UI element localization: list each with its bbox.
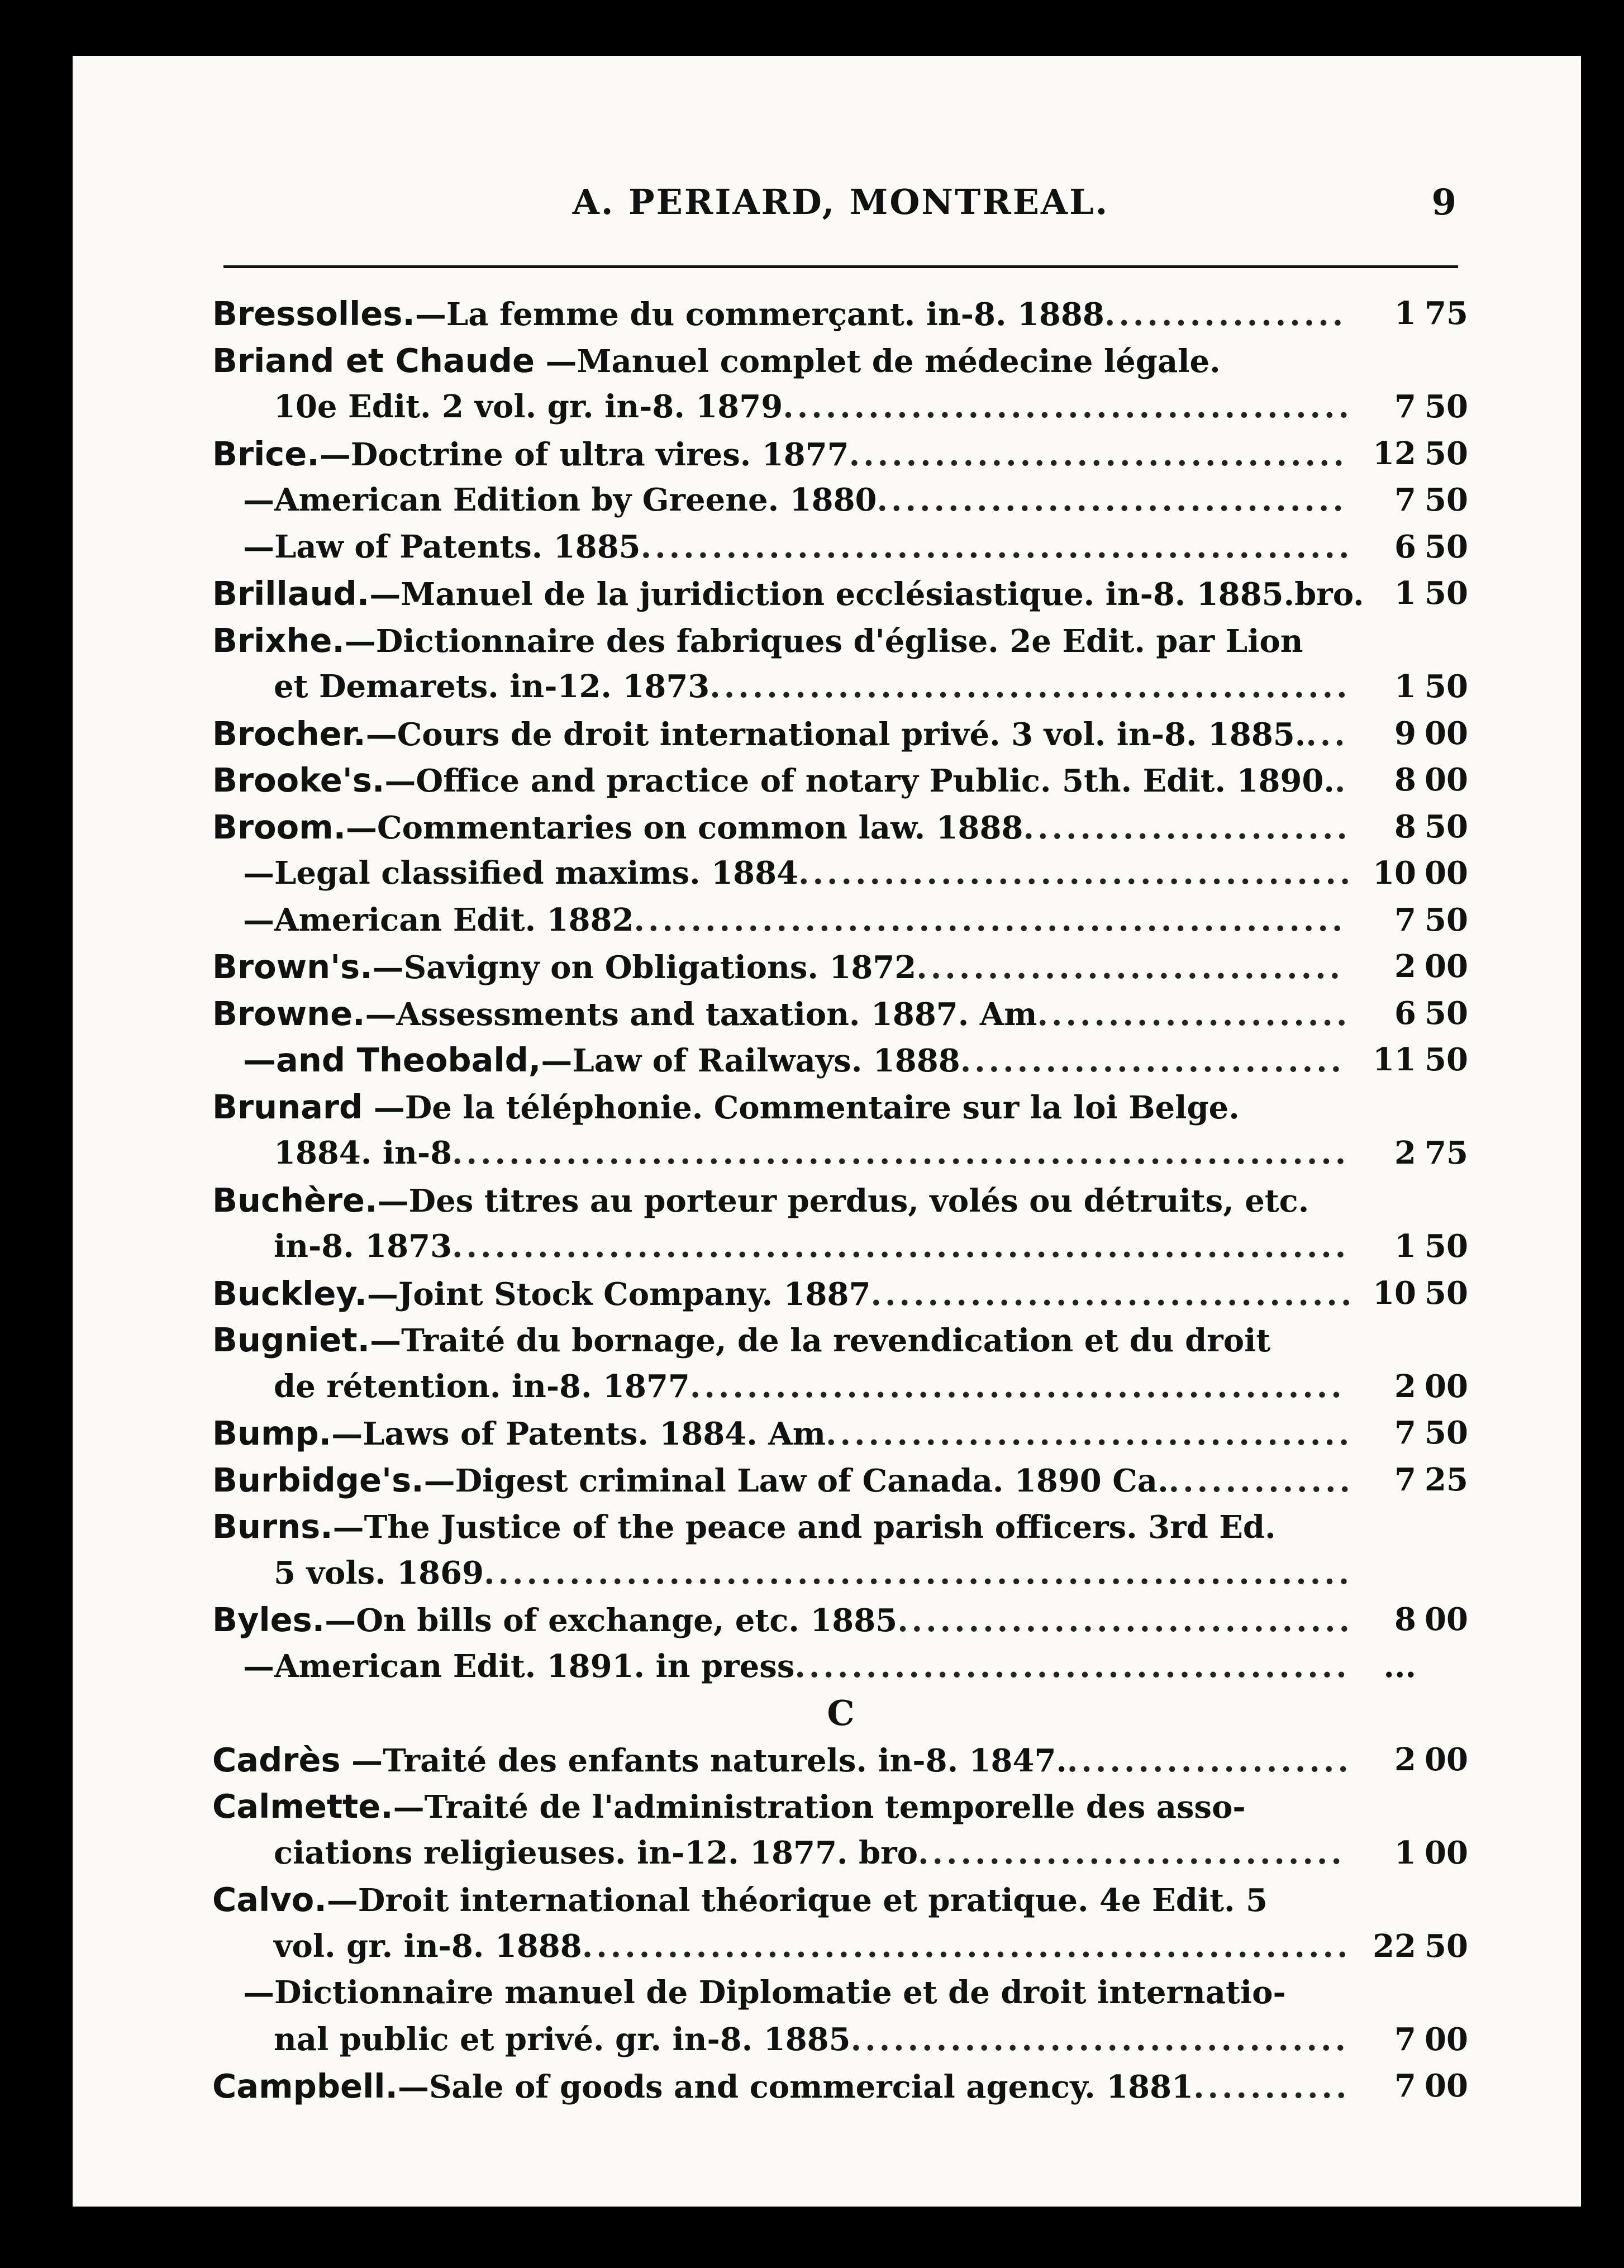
entry-author: Broom. [212, 807, 346, 846]
entry-title: —Manuel complet de médecine légale. [535, 342, 1221, 380]
entry-author: Brocher. [212, 714, 366, 753]
entry-price [1371, 850, 1469, 897]
entry-price [1371, 664, 1469, 711]
catalogue-line [212, 1783, 1469, 1830]
catalogue-line [212, 1970, 1469, 2017]
entry-title: nal public et privé. gr. in-8. 1885 [274, 2021, 851, 2058]
entry-price [1371, 1597, 1469, 1643]
dot-leader: ... [1306, 716, 1349, 753]
dot-leader: ................................. [877, 482, 1347, 518]
price-cents: 50 [1425, 1927, 1468, 1965]
price-cents: 75 [1425, 1135, 1468, 1171]
catalogue-line [212, 944, 1469, 990]
catalogue-line [212, 1457, 1469, 1504]
entry-title: —Office and practice of notary Public. 5th. Edit. 1890. [384, 763, 1335, 799]
entry-price [1371, 524, 1469, 571]
entry-price [1371, 570, 1469, 617]
dot-leader: .................................. [870, 1275, 1355, 1313]
entry-author: Brice. [212, 434, 320, 473]
price-cents: 50 [1425, 901, 1468, 938]
price-cents: 75 [1425, 295, 1468, 332]
catalogue-line [212, 990, 1469, 1037]
price-cents: 50 [1425, 808, 1468, 845]
price-dollars: 7 [1394, 1414, 1416, 1451]
entry-title: —Traité des enfants naturels. in-8. 1847. [340, 1742, 1067, 1779]
entry-title: —Manuel de la juridiction ecclésiastique. in-8. 1885.bro. [369, 576, 1364, 613]
entry-title: 1884. in-8 [274, 1135, 453, 1171]
price-cents: 50 [1425, 1041, 1468, 1078]
catalogue-line [212, 1410, 1469, 1457]
dot-leader: ............. [1168, 1462, 1354, 1499]
entry-price [1371, 757, 1469, 804]
entry-title: ciations religieuses. in-12. 1877. bro [274, 1834, 918, 1871]
dot-leader: .................................................. [640, 528, 1353, 565]
catalogue-line [212, 757, 1469, 804]
price-dollars: 1 [1394, 668, 1416, 705]
price-cents: 50 [1425, 668, 1468, 705]
entry-title: —Law of Patents. 1885 [243, 528, 641, 565]
entry-author: Byles. [212, 1600, 325, 1639]
entry-title: —Law of Railways. 1888 [541, 1042, 960, 1079]
entry-author: Buckley. [212, 1274, 367, 1313]
entry-price [1371, 897, 1469, 944]
price-cents: 50 [1425, 1414, 1468, 1451]
catalogue-line [212, 1923, 1469, 1970]
entry-title: —De la téléphonie. Commentaire sur la loi Belge. [363, 1089, 1240, 1126]
entry-author: Bressolles. [212, 294, 415, 333]
price-dollars: 10 [1373, 1274, 1416, 1312]
catalogue-line [212, 1037, 1469, 1084]
price-cents: 00 [1425, 948, 1468, 985]
catalogue-line [212, 1364, 1469, 1411]
price-cents: 00 [1425, 1741, 1468, 1778]
catalogue-line [212, 524, 1469, 571]
catalogue-line [212, 711, 1469, 757]
entry-title: —Des titres au porteur perdus, volés ou détruits, etc. [377, 1182, 1309, 1219]
catalogue-line [212, 617, 1469, 664]
price-cents: 50 [1425, 994, 1468, 1032]
catalogue-line [212, 1550, 1469, 1597]
catalogue-line [212, 431, 1469, 478]
price-dollars: 9 [1394, 714, 1416, 752]
section-letter-row [212, 1690, 1469, 1737]
entry-price [1371, 1130, 1469, 1177]
price-cents: 50 [1425, 388, 1468, 425]
entry-title: —American Edition by Greene. 1880 [243, 482, 877, 518]
entry-title: —Digest criminal Law of Canada. 1890 Ca. [423, 1462, 1169, 1499]
catalogue-line [212, 1737, 1469, 1784]
dot-leader: ....................................... [798, 855, 1354, 892]
entry-author: Campbell. [212, 2067, 398, 2105]
price-dollars: 7 [1394, 2067, 1416, 2104]
catalogue-line [212, 1830, 1469, 1877]
entry-price [1371, 1457, 1469, 1504]
catalogue-line [212, 1643, 1469, 1690]
catalogue-line [212, 664, 1469, 711]
price-cents: 25 [1425, 1461, 1468, 1498]
entry-author: Brunard [212, 1087, 363, 1126]
dot-leader: .............................. [916, 949, 1344, 986]
price-dollars: 12 [1373, 435, 1416, 472]
entry-title: 5 vols. 1869 [274, 1554, 484, 1592]
catalogue-line [212, 1084, 1469, 1131]
price-dollars: 8 [1394, 761, 1416, 798]
catalogue-line [212, 1223, 1469, 1270]
entry-title: 10e Edit. 2 vol. gr. in-8. 1879 [274, 388, 783, 425]
entry-author: Brooke's. [212, 761, 385, 799]
entry-price [1371, 2017, 1469, 2064]
entry-author: Bugniet. [212, 1321, 370, 1359]
catalogue-line [212, 477, 1469, 524]
entry-title: —Doctrine of ultra vires. 1877 [319, 436, 849, 473]
entry-author: Burbidge's. [212, 1460, 424, 1499]
entry-title: et Demarets. in-12. 1873 [274, 668, 710, 705]
price-cents: 00 [1425, 1368, 1468, 1405]
dot-leader: ........... [1193, 2069, 1350, 2105]
entry-title: —Savigny on Obligations. 1872 [372, 949, 917, 986]
price-dollars: 6 [1394, 994, 1416, 1032]
price-cents: 50 [1425, 575, 1468, 612]
catalogue-line [212, 804, 1469, 851]
catalogue-line [212, 290, 1469, 337]
entry-price [1371, 1410, 1469, 1457]
entry-author: Brown's. [212, 947, 373, 986]
entry-title: —Assessments and taxation. 1887. Am [365, 995, 1037, 1033]
dot-leader: ..................................... [825, 1416, 1353, 1452]
entry-title: —American Edit. 1891. in press [243, 1647, 795, 1685]
entry-author: Brillaud. [212, 574, 370, 613]
dot-leader: ....................... [1023, 809, 1351, 846]
entry-price [1371, 944, 1469, 990]
entry-title: —Dictionnaire des fabriques d'église. 2e Edit. par Lion [344, 622, 1303, 660]
entry-title: —American Edit. 1882 [243, 901, 634, 938]
dot-leader: ............................................................. [484, 1554, 1353, 1592]
entry-price [1371, 1830, 1469, 1877]
entry-author: Calmette. [212, 1787, 393, 1826]
price-dollars: 7 [1394, 1461, 1416, 1498]
price-cents: 50 [1425, 1274, 1468, 1312]
catalogue-line [212, 897, 1469, 944]
price-cents: 00 [1425, 855, 1468, 892]
entry-price [1371, 1270, 1469, 1317]
dot-leader: ...................... [1037, 995, 1351, 1033]
entry-title: —Laws of Patents. 1884. Am [331, 1416, 826, 1452]
entry-title: —Traité du bornage, de la revendication et du droit [370, 1322, 1271, 1359]
price-cents: 00 [1425, 2067, 1468, 2104]
entry-price [1371, 431, 1469, 478]
price-cents: 50 [1425, 482, 1468, 518]
entry-title: —Commentaries on common law. 1888 [346, 809, 1023, 846]
entry-title: —Cours de droit international privé. 3 vol. in-8. 1885. [365, 716, 1306, 753]
price-dollars: 1 [1394, 575, 1416, 612]
dot-leader: ................................ [897, 1602, 1354, 1639]
entry-price [1371, 804, 1469, 851]
catalogue-line [212, 1597, 1469, 1643]
price-dollars: 8 [1394, 808, 1416, 845]
entry-price [1371, 1037, 1469, 1084]
dot-leader: ........................... [960, 1042, 1345, 1079]
catalogue-line [212, 384, 1469, 431]
entry-author: Cadrès [212, 1740, 341, 1779]
entry-title: —Sale of goods and commercial agency. 1881 [397, 2069, 1194, 2105]
entry-title: —Droit international théorique et pratique. 4e Edit. 5 [326, 1882, 1268, 1919]
entry-author: Calvo. [212, 1880, 327, 1919]
dot-leader: ................................... [850, 2021, 1349, 2058]
price-dollars: 1 [1394, 1834, 1416, 1871]
section-letter: C [827, 1693, 855, 1733]
catalogue-line [212, 337, 1469, 384]
dot-leader: .............................................. [689, 1368, 1345, 1405]
page-header [223, 176, 1458, 237]
price-dollars: 2 [1394, 948, 1416, 985]
page-number: 9 [1431, 182, 1458, 223]
price-dollars: 2 [1394, 1135, 1416, 1171]
entry-price [1371, 2063, 1469, 2110]
entry-author: Brixhe. [212, 621, 345, 660]
price-cents: 00 [1425, 714, 1468, 752]
dot-leader: . [1334, 763, 1349, 799]
price-cents: 00 [1425, 761, 1468, 798]
price-dollars: 1 [1394, 1228, 1416, 1265]
entry-author: Briand et Chaude [212, 341, 535, 380]
catalogue-line [212, 1270, 1469, 1317]
entry-title: vol. gr. in-8. 1888 [274, 1927, 582, 1965]
price-cents: 00 [1425, 2021, 1468, 2058]
catalogue-line [212, 2063, 1469, 2110]
entry-title: —Legal classified maxims. 1884 [243, 855, 799, 892]
catalogue-line [212, 2017, 1469, 2064]
price-dollars: 7 [1394, 482, 1416, 518]
dot-leader: ........................................ [783, 388, 1353, 425]
price-cents: 50 [1425, 435, 1468, 472]
dot-leader: ....................................... [794, 1647, 1350, 1685]
entry-price [1371, 711, 1469, 757]
catalogue-page [73, 56, 1581, 2207]
header-rule [223, 265, 1458, 268]
entry-title: —La femme du commerçant. in-8. 1888 [415, 296, 1104, 333]
entry-title: —Traité de l'administration temporelle des asso- [393, 1789, 1246, 1826]
entry-price [1371, 1364, 1469, 1411]
entry-title: —On bills of exchange, etc. 1885 [325, 1602, 898, 1639]
price-dollars: 1 [1394, 295, 1416, 332]
catalogue-line [212, 570, 1469, 617]
entry-author: Burns. [212, 1507, 333, 1546]
price-cents: 50 [1425, 528, 1468, 565]
entry-price [1371, 990, 1469, 1037]
dot-leader: ............................................................... [452, 1228, 1350, 1265]
entry-price [1371, 1923, 1469, 1970]
entry-price [1371, 477, 1469, 524]
catalogue-line [212, 1177, 1469, 1224]
price-dollars: 22 [1373, 1927, 1416, 1965]
price-cents: 00 [1425, 1601, 1468, 1638]
entry-title: de rétention. in-8. 1877 [274, 1368, 690, 1405]
price-cents [1425, 1643, 1469, 1690]
entry-title: —Joint Stock Company. 1887 [366, 1275, 871, 1313]
entry-title: in-8. 1873 [274, 1228, 453, 1265]
page-title: A. PERIARD, MONTREAL. [572, 182, 1109, 222]
catalogue-line [212, 850, 1469, 897]
price-dollars: 11 [1373, 1041, 1416, 1078]
dot-leader: .................................................. [634, 901, 1346, 938]
dot-leader: ............................................. [709, 668, 1351, 705]
dot-leader: ...................................................... [582, 1927, 1351, 1965]
price-dollars: 7 [1394, 2021, 1416, 2058]
entry-author: —and Theobald, [243, 1041, 541, 1079]
entry-title: —Dictionnaire manuel de Diplomatie et de droit internatio- [243, 1974, 1286, 2011]
price-cents: 00 [1425, 1834, 1468, 1871]
entry-price [1371, 1643, 1469, 1690]
catalogue-entries [212, 290, 1469, 2110]
price-dollars: 6 [1394, 528, 1416, 565]
entry-price [1371, 290, 1469, 337]
price-cents: 50 [1425, 1228, 1468, 1265]
catalogue-line [212, 1503, 1469, 1550]
entry-price [1371, 1737, 1469, 1784]
entry-author: Browne. [212, 994, 365, 1033]
price-dollars: 7 [1394, 388, 1416, 425]
entry-price [1371, 1223, 1469, 1270]
dot-leader: ................................... [849, 436, 1347, 473]
price-dollars: 2 [1394, 1368, 1416, 1405]
entry-price [1371, 384, 1469, 431]
dot-leader: .............................. [918, 1834, 1345, 1871]
dot-leader: ................. [1104, 296, 1347, 333]
entry-title: —The Justice of the peace and parish officers. 3rd Ed. [332, 1509, 1276, 1546]
catalogue-line [212, 1317, 1469, 1364]
price-dollars: ... [1383, 1647, 1416, 1685]
price-dollars: 2 [1394, 1741, 1416, 1778]
dot-leader: .................... [1066, 1742, 1352, 1779]
catalogue-line [212, 1876, 1469, 1923]
price-dollars: 7 [1394, 901, 1416, 938]
dot-leader: ............................................................... [452, 1135, 1350, 1171]
price-dollars: 10 [1373, 855, 1416, 892]
price-dollars: 8 [1394, 1601, 1416, 1638]
catalogue-line [212, 1130, 1469, 1177]
entry-author: Bump. [212, 1414, 332, 1452]
entry-author: Buchère. [212, 1180, 378, 1219]
